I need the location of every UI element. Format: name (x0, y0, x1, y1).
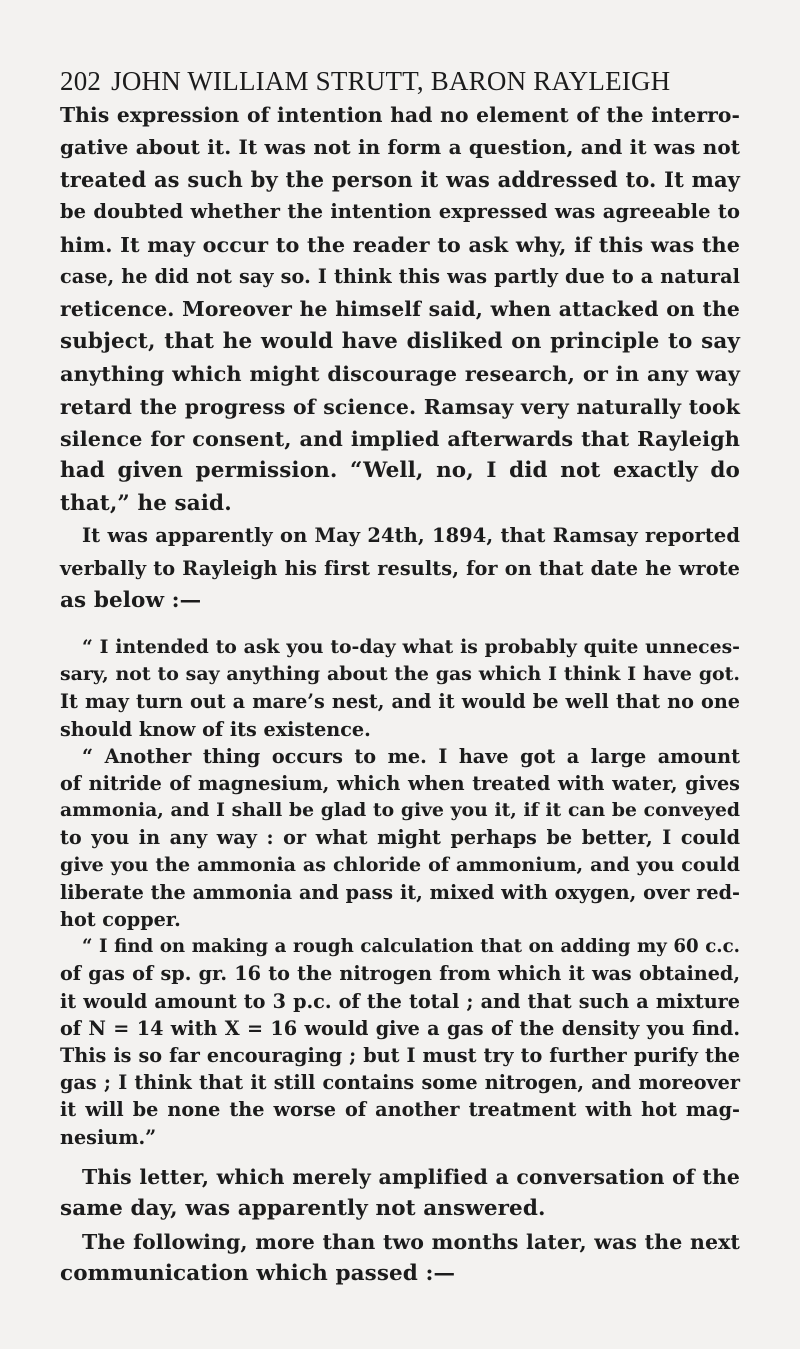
text-line: treated as such by the person it was addressed to. It may (60, 166, 740, 192)
text-line: subject, that he would have disliked on principle to say (60, 328, 740, 354)
running-head (60, 66, 740, 97)
text-line: of N = 14 with X = 16 would give a gas of the density you find. (60, 1016, 740, 1040)
letter-paragraph-1 (60, 634, 740, 743)
text-line: It was apparently on May 24th, 1894, that Ramsay reported (82, 524, 740, 548)
text-line: be doubted whether the intention expressed was agreeable to (60, 200, 740, 224)
paragraph-2 (60, 520, 740, 617)
paragraph-1 (60, 99, 740, 520)
text-line: gas ; I think that it still contains some nitrogen, and moreover (60, 1071, 740, 1095)
text-line: gative about it. It was not in form a question, and it was not (60, 135, 740, 160)
page-number: 202 (60, 66, 102, 96)
text-line: sary, not to say anything about the gas which I think I have got. (60, 663, 740, 686)
body-paragraphs-bottom (60, 1161, 740, 1291)
text-line: “ I intended to ask you to-day what is probably quite unneces- (82, 636, 740, 658)
text-line: reticence. Moreover he himself said, when attacked on the (60, 297, 740, 322)
running-title: JOHN WILLIAM STRUTT, BARON RAYLEIGH (111, 66, 671, 96)
text-line: It may turn out a mare’s nest, and it would be well that no one (60, 690, 740, 714)
text-line: This letter, which merely amplified a conversation of the (82, 1165, 740, 1189)
quoted-letter (60, 634, 740, 1151)
text-line: “ Another thing occurs to me. I have got a large amount (82, 744, 740, 768)
text-line: it will be none the worse of another treatment with hot mag- (60, 1098, 740, 1122)
text-line: hot copper. (60, 908, 181, 932)
text-line: liberate the ammonia and pass it, mixed with oxygen, over red- (60, 880, 740, 904)
letter-paragraph-3 (60, 933, 740, 1151)
text-line: retard the progress of science. Ramsay very naturally took (60, 394, 740, 419)
text-line: it would amount to 3 p.c. of the total ; and that such a mixture (60, 989, 740, 1013)
text-line: This is so far encouraging ; but I must try to further purify the (60, 1044, 740, 1068)
letter-paragraph-2 (60, 743, 740, 933)
text-line: same day, was apparently not answered. (60, 1196, 546, 1222)
text-line: as below :— (60, 588, 202, 614)
text-line: that,” he said. (60, 490, 232, 516)
text-line: ammonia, and I shall be glad to give you it, if it can be conveyed (60, 799, 740, 822)
text-line: should know of its existence. (60, 717, 371, 741)
text-line: anything which might discourage research, or in any way (60, 361, 740, 387)
body-paragraphs-top (60, 99, 740, 618)
text-line: communication which passed :— (60, 1261, 456, 1287)
text-line: silence for consent, and implied afterwards that Rayleigh (60, 426, 740, 452)
text-line: This expression of intention had no element of the interro- (60, 103, 740, 127)
text-line: verbally to Rayleigh his first results, for on that date he wrote (60, 556, 740, 580)
text-line: him. It may occur to the reader to ask why, if this was the (60, 232, 740, 257)
text-line: The following, more than two months later, was the next (82, 1229, 740, 1254)
text-line: of gas of sp. gr. 16 to the nitrogen from which it was obtained, (60, 962, 740, 986)
text-line: give you the ammonia as chloride of ammonium, and you could (60, 853, 740, 876)
paragraph-4 (60, 1226, 740, 1291)
text-line: nesium.” (60, 1125, 157, 1149)
text-line: “ I find on making a rough calculation that on adding my 60 c.c. (82, 936, 740, 958)
paragraph-3 (60, 1161, 740, 1226)
text-line: to you in any way : or what might perhaps be better, I could (60, 826, 740, 850)
text-line: had given permission. “Well, no, I did not exactly do (60, 458, 740, 484)
text-line: of nitride of magnesium, which when treated with water, gives (60, 772, 740, 796)
text-line: case, he did not say so. I think this was partly due to a natural (60, 265, 740, 289)
